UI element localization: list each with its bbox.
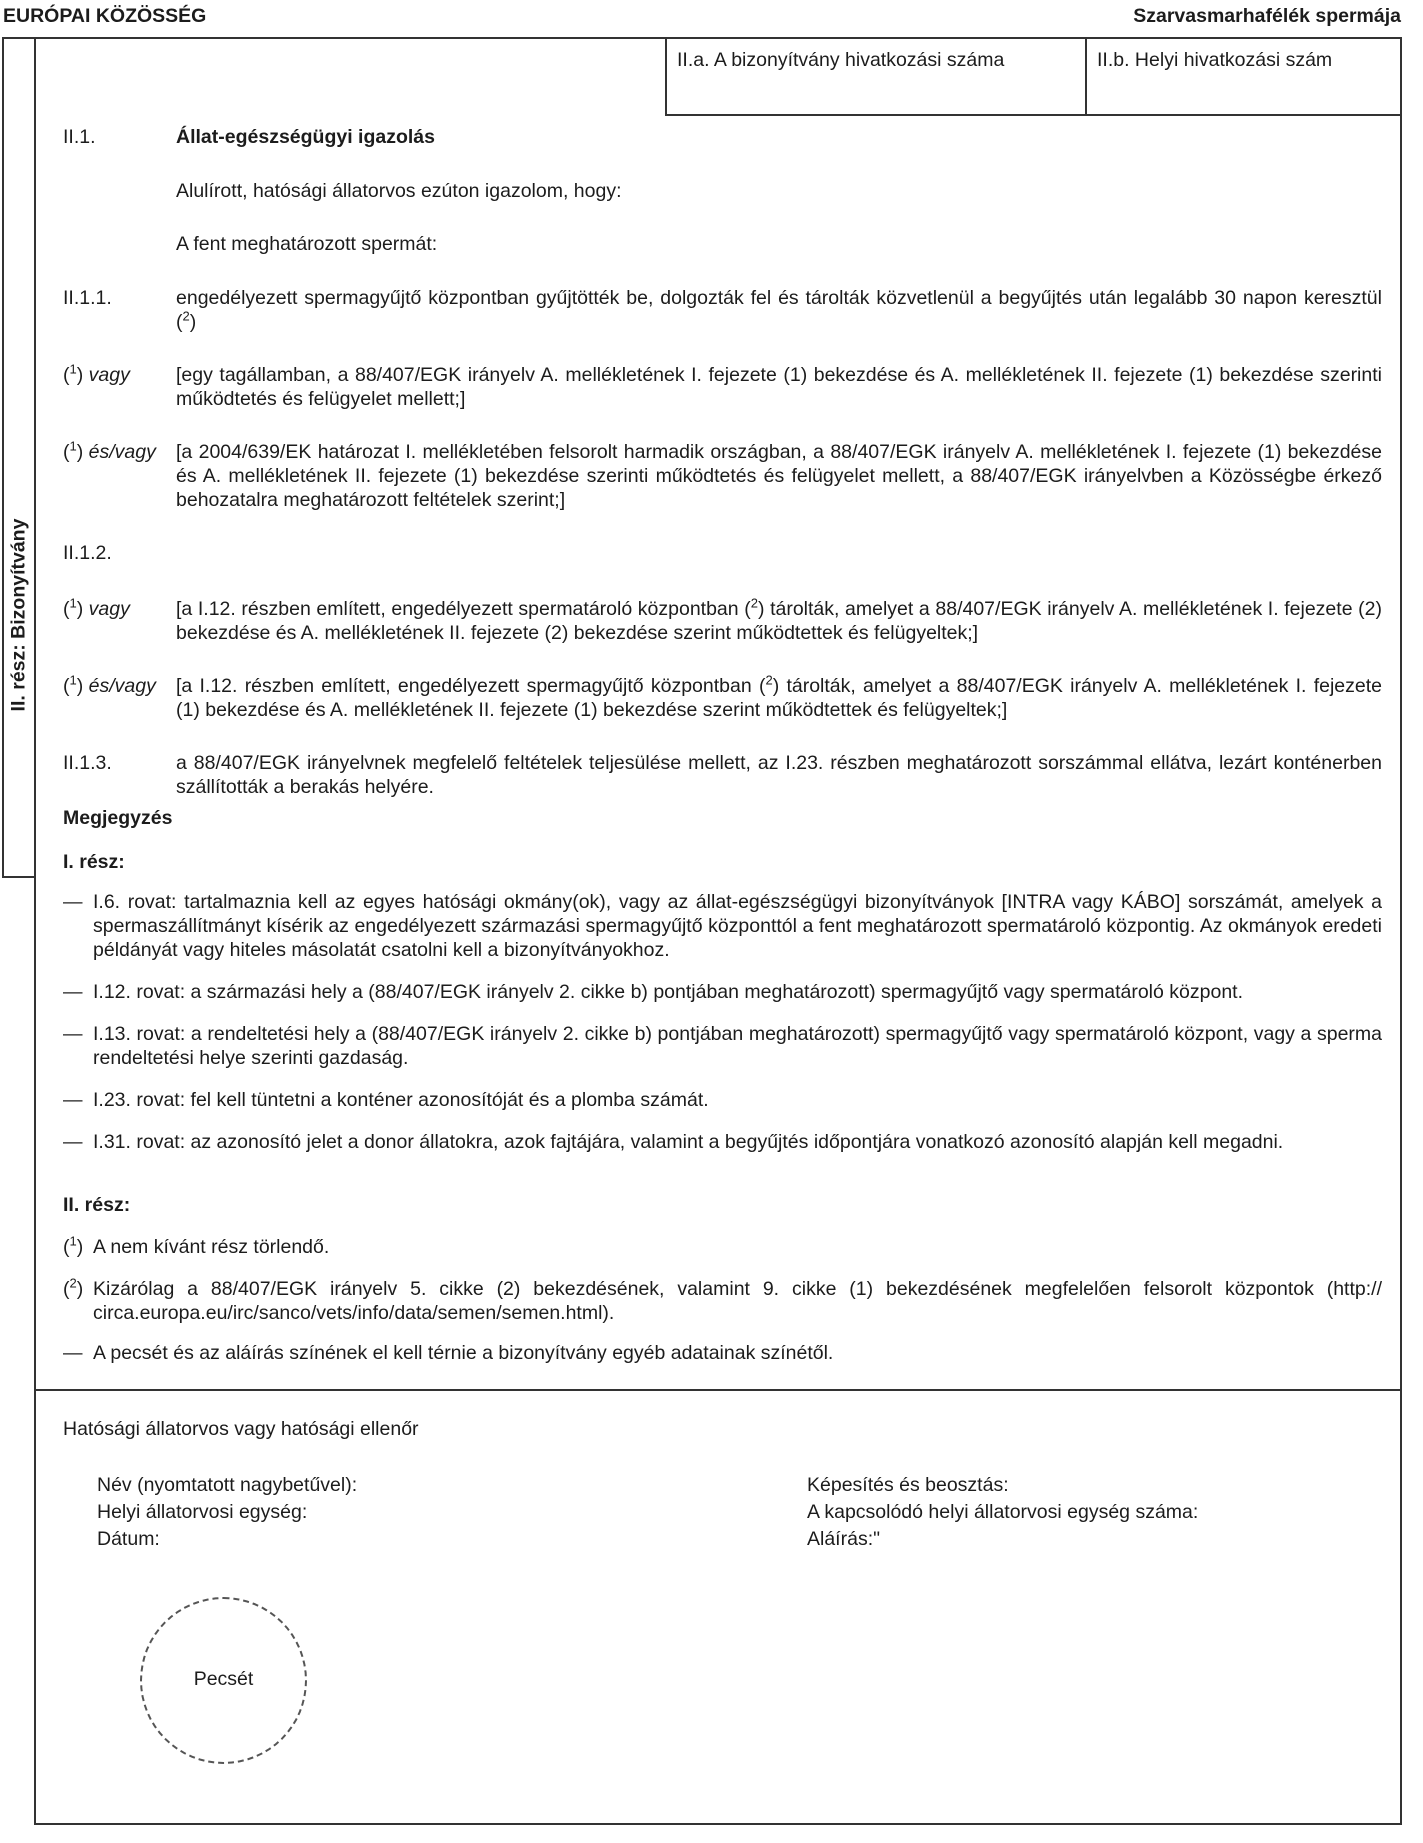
stamp-placeholder: [140, 1597, 307, 1764]
option-text: [egy tagállamban, a 88/407/EGK irányelv A. mellékletének I. fejezete (1) bekezdése és A. mellékletének II. fejezete (1) bekezdése szerinti működtetés és felügyelet mellett;]: [176, 364, 1382, 410]
note-item: I.12. rovat: a származási hely a (88/407/EGK irányelv 2. cikke b) pontjában meghatározott) spermagyűjtő vagy spermatároló központ.: [93, 981, 1243, 1003]
name-label: Név (nyomtatott nagybetűvel):: [97, 1474, 358, 1496]
signature-heading: Hatósági állatorvos vagy hatósági ellenőr: [63, 1418, 419, 1440]
note-dash: —: [63, 891, 83, 913]
note-item: I.6. rovat: tartalmaznia kell az egyes hatósági okmány(ok), vagy az állat-egészségügyi bizonyítványok [INTRA vagy KÁBO] sorszámát, amelyek a spermaszállítmányt kísérik az engedélyezett származási spermagyűjtő központtól a fent meghatározott spermatároló központig. Az okmányok eredeti példányát vagy hiteles másolatát csatolni kell a bizonyítványokhoz.: [93, 891, 1382, 961]
local-unit-label: Helyi állatorvosi egység:: [97, 1501, 308, 1523]
item-number: II.1.3.: [63, 752, 112, 774]
note-item: I.23. rovat: fel kell tüntetni a konténer azonosítóját és a plomba számát.: [93, 1089, 709, 1111]
note-dash: —: [63, 1131, 83, 1153]
intro-line-2: A fent meghatározott spermát:: [176, 233, 438, 255]
option-text-a: [a I.12. részben említett, engedélyezett spermagyűjtő központban: [176, 675, 752, 697]
ref-box-left: [665, 37, 667, 115]
option-text-b: tárolták, amelyet a 88/407/EGK irányelv A. mellékletének I. fejezete (2) bekezdése és A. mellékletének II. fejezete (2) bekezdése szerint működtettek és felügyeltek;]: [176, 598, 1382, 644]
option-text-a: [a I.12. részben említett, engedélyezett spermatároló központban: [176, 598, 739, 620]
ref-box-bottom: [665, 114, 1402, 116]
footnote-ref: 2: [765, 672, 773, 688]
section-title: Állat-egészségügyi igazolás: [176, 126, 435, 148]
intro-line-1: Alulírott, hatósági állatorvos ezúton igazolom, hogy:: [176, 180, 622, 202]
item-number: II.1.2.: [63, 542, 112, 564]
note-item: A pecsét és az aláírás színének el kell térnie a bizonyítvány egyéb adatainak színétől.: [93, 1342, 834, 1364]
notes-heading: Megjegyzés: [63, 807, 173, 829]
note-item: I.13. rovat: a rendeltetési hely a (88/407/EGK irányelv 2. cikke b) pontjában meghatározott) spermagyűjtő vagy spermatároló központ, vagy a sperma rendeltetési helye szerinti gazdaság.: [93, 1023, 1382, 1069]
note-dash: —: [63, 1342, 83, 1364]
footnote-text: A nem kívánt rész törlendő.: [93, 1236, 330, 1258]
note-dash: —: [63, 1023, 83, 1045]
option-text: [a I.12. részben említett, engedélyezett spermagyűjtő központban ($^2$) tárolták, amelyet a 88/407/EGK irányelv A. mellékletének I. fejezete (1) bekezdése és A. mellékletének II. fejezete (1) bekezdése szerint működtettek és felügyeltek;]: [176, 672, 1382, 721]
item-text: engedélyezett spermagyűjtő központban gyűjtötték be, dolgozták fel és tárolták közvetlenül a begyűjtés után legalább 30 napon keresztül ($^2$): [176, 287, 1382, 333]
date-label: Dátum:: [97, 1528, 160, 1550]
footnote-marker: ($^2$): [63, 1275, 84, 1300]
ref-box-divider: [1085, 37, 1087, 115]
part2-heading: II. rész:: [63, 1194, 131, 1216]
note-dash: —: [63, 1089, 83, 1111]
signature-label: Aláírás:": [807, 1528, 881, 1550]
certificate-reference-label: II.a. A bizonyítvány hivatkozási száma: [677, 49, 1005, 71]
option-text: [a I.12. részben említett, engedélyezett spermatároló központban ($^2$) tárolták, amelyet a 88/407/EGK irányelv A. mellékletének I. fejezete (2) bekezdése és A. mellékletének II. fejezete (2) bekezdése szerint működtettek és felügyeltek;]: [176, 595, 1382, 644]
note-dash: —: [63, 981, 83, 1003]
signature-divider: [34, 1389, 1402, 1391]
frame-left-inner: [34, 37, 36, 1824]
option-label: ($^1$) vagy: [63, 595, 130, 620]
item-number: II.1.1.: [63, 287, 112, 309]
unit-number-label: A kapcsolódó helyi állatorvosi egység száma:: [807, 1501, 1199, 1523]
product-title: Szarvasmarhafélék spermája: [1133, 5, 1401, 27]
option-label: ($^1$) és/vagy: [63, 438, 156, 463]
option-label: ($^1$) és/vagy: [63, 672, 156, 697]
stamp-label: Pecsét: [193, 1668, 254, 1690]
sidebar-part-label: [3, 355, 33, 875]
item-text: a 88/407/EGK irányelvnek megfelelő feltételek teljesülése mellett, az I.23. részben meghatározott sorszámmal ellátva, lezárt konténerben szállították a berakás helyére.: [176, 752, 1382, 798]
local-reference-label: II.b. Helyi hivatkozási szám: [1097, 49, 1333, 71]
frame-right: [1400, 37, 1402, 1824]
sidebar-label-text: II. rész: Bizonyítvány: [7, 518, 30, 712]
frame-bottom: [34, 1823, 1402, 1825]
community-title: EURÓPAI KÖZÖSSÉG: [3, 5, 207, 27]
frame-top: [2, 37, 1402, 39]
note-item: I.31. rovat: az azonosító jelet a donor állatokra, azok fajtájára, valamint a begyűjtés időpontjára vonatkozó azonosító alapján kell megadni.: [93, 1131, 1284, 1153]
section-number: II.1.: [63, 126, 96, 148]
qualification-label: Képesítés és beosztás:: [807, 1474, 1009, 1496]
footnote-text: Kizárólag a 88/407/EGK irányelv 5. cikke (2) bekezdésének, valamint 9. cikke (1) bekezdésének megfelelően felsorolt központok (http:// circa.europa.eu/irc/sanco/vets/info/data/semen/semen.html).: [93, 1278, 1382, 1324]
part1-heading: I. rész:: [63, 851, 125, 873]
option-label: ($^1$) vagy: [63, 361, 130, 386]
frame-bottom-sidebar: [2, 876, 36, 878]
footnote-ref: 2: [182, 308, 190, 324]
footnote-marker: ($^1$): [63, 1233, 84, 1258]
option-text: [a 2004/639/EK határozat I. mellékletében felsorolt harmadik országban, a 88/407/EGK irányelv A. mellékletének I. fejezete (1) bekezdése és A. mellékletének II. fejezete (1) bekezdése szerinti működtetés és felügyelet mellett, a 88/407/EGK irányelvben a Közösségbe érkező behozatalra meghatározott feltételek szerint;]: [176, 441, 1382, 511]
item-text-body: engedélyezett spermagyűjtő központban gyűjtötték be, dolgozták fel és tárolták közvetlenül a begyűjtés után legalább 30 napon keresztül: [176, 287, 1382, 309]
option-text-b: tárolták, amelyet a 88/407/EGK irányelv A. mellékletének I. fejezete (1) bekezdése és A. mellékletének II. fejezete (1) bekezdése szerint működtettek és felügyeltek;]: [176, 675, 1382, 721]
footnote-ref: 2: [750, 595, 758, 611]
